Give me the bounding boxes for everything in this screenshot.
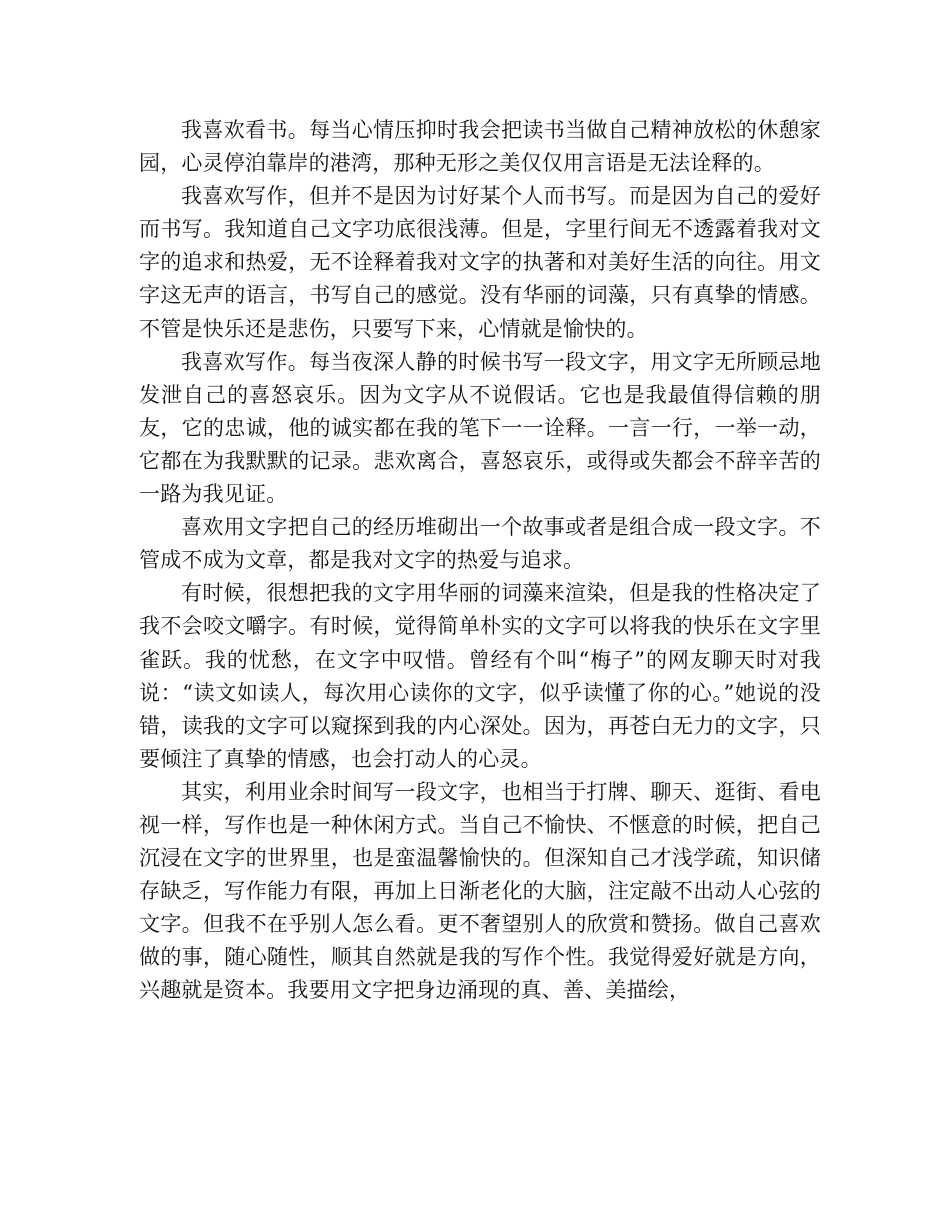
paragraph-story: 喜欢用文字把自己的经历堆砌出一个故事或者是组合成一段文字。不管成不成为文章，都是我对文字的热爱与追求。 <box>139 515 821 573</box>
paragraph-writing-night: 我喜欢写作。每当夜深人静的时候书写一段文字，用文字无所顾忌地发泄自己的喜怒哀乐。因为文字从不说假话。它也是我最值得信赖的朋友，它的忠诚，他的诚实都在我的笔下一一诠释。一言一行，一举一动，它都在为我默默的记录。悲欢离合，喜怒哀乐，或得或失都会不辞辛苦的一路为我见证。 <box>139 349 821 507</box>
paragraph-reading: 我喜欢看书。每当心情压抑时我会把读书当做自己精神放松的休憩家园，心灵停泊靠岸的港湾，那种无形之美仅仅用言语是无法诠释的。 <box>139 118 821 176</box>
paragraph-leisure: 其实，利用业余时间写一段文字，也相当于打牌、聊天、逛街、看电视一样，写作也是一种休闲方式。当自己不愉快、不惬意的时候，把自己沉浸在文字的世界里，也是蛮温馨愉快的。但深知自己才浅学疏，知识储存缺乏，写作能力有限，再加上日渐老化的大脑，注定敲不出动人心弦的文字。但我不在乎别人怎么看。更不奢望别人的欣赏和赞扬。做自己喜欢做的事，随心随性，顺其自然就是我的写作个性。我觉得爱好就是方向，兴趣就是资本。我要用文字把身边涌现的真、善、美描绘， <box>139 779 821 1003</box>
paragraph-writing-hobby: 我喜欢写作，但并不是因为讨好某个人而书写。而是因为自己的爱好而书写。我知道自己文字功底很浅薄。但是，字里行间无不透露着我对文字的追求和热爱，无不诠释着我对文字的执著和对美好生活的向往。用文字这无声的语言，书写自己的感觉。没有华丽的词藻，只有真挚的情感。不管是快乐还是悲伤，只要写下来，心情就是愉快的。 <box>139 184 821 341</box>
document-body <box>139 114 821 1008</box>
paragraph-style: 有时候，很想把我的文字用华丽的词藻来渲染，但是我的性格决定了我不会咬文嚼字。有时候，觉得简单朴实的文字可以将我的快乐在文字里雀跃。我的忧愁，在文字中叹惜。曾经有个叫“梅子”的网友聊天时对我说：“读文如读人，每次用心读你的文字，似乎读懂了你的心。”她说的没错，读我的文字可以窥探到我的内心深处。因为，再苍白无力的文字，只要倾注了真挚的情感，也会打动人的心灵。 <box>139 581 821 771</box>
